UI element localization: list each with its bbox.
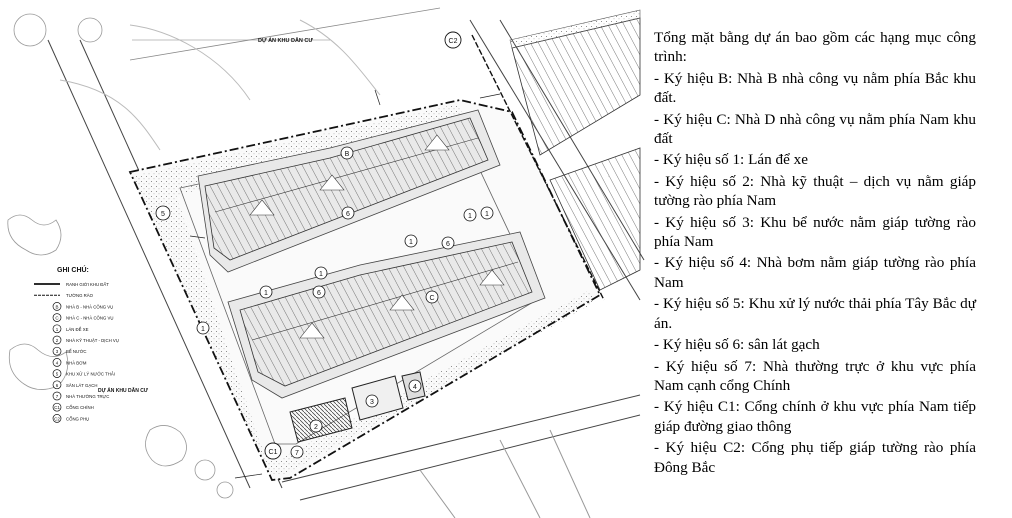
marker-1d bbox=[260, 286, 272, 298]
legend-item bbox=[53, 403, 94, 411]
marker-1f bbox=[481, 207, 493, 219]
marker-2 bbox=[310, 420, 322, 432]
description-item: - Ký hiệu số 3: Khu bể nước nằm giáp tường rào phía Nam bbox=[654, 213, 976, 251]
marker-4 bbox=[409, 380, 421, 392]
side-area-label: DỰ ÁN KHU DÂN CƯ bbox=[98, 388, 148, 394]
svg-text:1: 1 bbox=[264, 290, 268, 297]
legend-text: SÂN LÁT GẠCH bbox=[66, 382, 98, 388]
legend-item bbox=[53, 414, 89, 422]
legend bbox=[34, 265, 119, 422]
legend-text: CỔNG CHÍNH bbox=[66, 405, 94, 411]
legend-text: NHÀ THƯỜNG TRỰC bbox=[66, 394, 110, 399]
legend-text: BỂ NƯỚC bbox=[66, 349, 87, 355]
legend-item bbox=[34, 293, 94, 298]
legend-item bbox=[53, 358, 87, 366]
svg-text:1: 1 bbox=[468, 213, 472, 220]
legend-text: TƯỜNG RÀO bbox=[66, 293, 93, 299]
svg-text:4: 4 bbox=[413, 384, 417, 391]
legend-item bbox=[53, 347, 87, 355]
legend-item bbox=[53, 370, 115, 378]
legend-item bbox=[53, 314, 114, 322]
legend-item bbox=[53, 302, 113, 310]
marker-1e bbox=[197, 322, 209, 334]
legend-text: NHÀ KỸ THUẬT - DỊCH VỤ bbox=[66, 338, 119, 343]
legend-item bbox=[34, 282, 109, 287]
legend-symbol: 2 bbox=[55, 338, 59, 343]
legend-symbol: C1 bbox=[54, 405, 60, 411]
description-item: - Ký hiệu số 5: Khu xử lý nước thải phía Tây Bắc dự án. bbox=[654, 295, 976, 332]
legend-title: GHI CHÚ: bbox=[57, 267, 89, 274]
description-item: - Ký hiệu B: Nhà B nhà công vụ nằm phía Bắc khu đất. bbox=[654, 69, 976, 107]
marker-6b bbox=[442, 237, 454, 249]
svg-text:3: 3 bbox=[370, 399, 374, 406]
svg-text:6: 6 bbox=[346, 211, 350, 218]
marker-1b bbox=[464, 209, 476, 221]
description-item: - Ký hiệu số 6: sân lát gạch bbox=[654, 336, 820, 354]
marker-b bbox=[341, 147, 353, 159]
legend-symbol: 4 bbox=[55, 360, 59, 366]
description-item: - Ký hiệu số 2: Nhà kỹ thuật – dịch vụ nằm giáp tường rào phía Nam bbox=[654, 172, 976, 210]
legend-text: KHU XỬ LÝ NƯỚC THẢI bbox=[66, 371, 115, 377]
legend-text: RANH GIỚI KHU ĐẤT bbox=[66, 282, 109, 287]
svg-text:B: B bbox=[344, 151, 350, 158]
svg-text:6: 6 bbox=[446, 241, 450, 248]
legend-item bbox=[53, 336, 119, 344]
svg-text:5: 5 bbox=[161, 211, 165, 218]
svg-text:1: 1 bbox=[201, 326, 205, 333]
legend-item bbox=[53, 325, 89, 333]
legend-symbol: 1 bbox=[55, 326, 59, 332]
marker-3 bbox=[366, 395, 378, 407]
marker-1c bbox=[315, 267, 327, 279]
legend-item bbox=[53, 392, 109, 400]
legend-symbol: 3 bbox=[55, 349, 59, 355]
legend-symbol: 5 bbox=[55, 371, 59, 377]
marker-7 bbox=[291, 446, 303, 458]
legend-text: NHÀ C - NHÀ CÔNG VỤ bbox=[66, 315, 114, 321]
description-item: - Ký hiệu số 1: Lán để xe bbox=[654, 151, 808, 169]
legend-text: NHÀ B - NHÀ CÔNG VỤ bbox=[66, 304, 114, 310]
description-item: - Ký hiệu C2: Cổng phụ tiếp giáp tường rào phía Đông Bắc bbox=[654, 439, 976, 476]
svg-text:C: C bbox=[429, 295, 435, 302]
legend-text: NHÀ BƠM bbox=[66, 360, 87, 366]
marker-5 bbox=[156, 206, 170, 220]
top-area-label: DỰ ÁN KHU DÂN CƯ bbox=[258, 38, 313, 44]
svg-text:6: 6 bbox=[317, 290, 321, 297]
marker-6c bbox=[313, 286, 325, 298]
description-panel bbox=[654, 28, 976, 479]
marker-1a bbox=[405, 235, 417, 247]
svg-text:1: 1 bbox=[485, 211, 489, 218]
svg-text:2: 2 bbox=[314, 424, 318, 431]
svg-text:7: 7 bbox=[295, 450, 299, 457]
legend-symbol: 7 bbox=[55, 394, 59, 399]
description-item: - Ký hiệu C1: Cổng chính ở khu vực phía Nam tiếp giáp đường giao thông bbox=[654, 398, 976, 435]
legend-item bbox=[53, 381, 97, 389]
description-intro: Tổng mặt bằng dự án bao gồm các hạng mục công trình: bbox=[654, 29, 976, 66]
description-item: - Ký hiệu số 7: Nhà thường trực ở khu vực phía Nam cạnh cổng Chính bbox=[654, 357, 976, 394]
marker-6a bbox=[342, 207, 354, 219]
legend-symbol: B bbox=[55, 304, 59, 310]
description-item: - Ký hiệu số 4: Nhà bơm nằm giáp tường rào phía Nam bbox=[654, 254, 976, 291]
legend-symbol: C2 bbox=[54, 416, 60, 422]
legend-symbol: 6 bbox=[55, 382, 59, 388]
svg-text:1: 1 bbox=[319, 271, 323, 278]
legend-symbol: C bbox=[55, 315, 59, 321]
legend-text: LÁN ĐỂ XE bbox=[66, 326, 89, 332]
legend-text: CỔNG PHỤ bbox=[66, 416, 90, 422]
svg-text:1: 1 bbox=[409, 239, 413, 246]
marker-c1 bbox=[265, 443, 281, 459]
marker-c bbox=[426, 291, 438, 303]
description-item: - Ký hiệu C: Nhà D nhà công vụ nằm phía Nam khu đất bbox=[654, 110, 976, 148]
svg-text:C2: C2 bbox=[448, 38, 458, 45]
svg-text:C1: C1 bbox=[268, 449, 278, 456]
marker-c2 bbox=[445, 32, 461, 48]
